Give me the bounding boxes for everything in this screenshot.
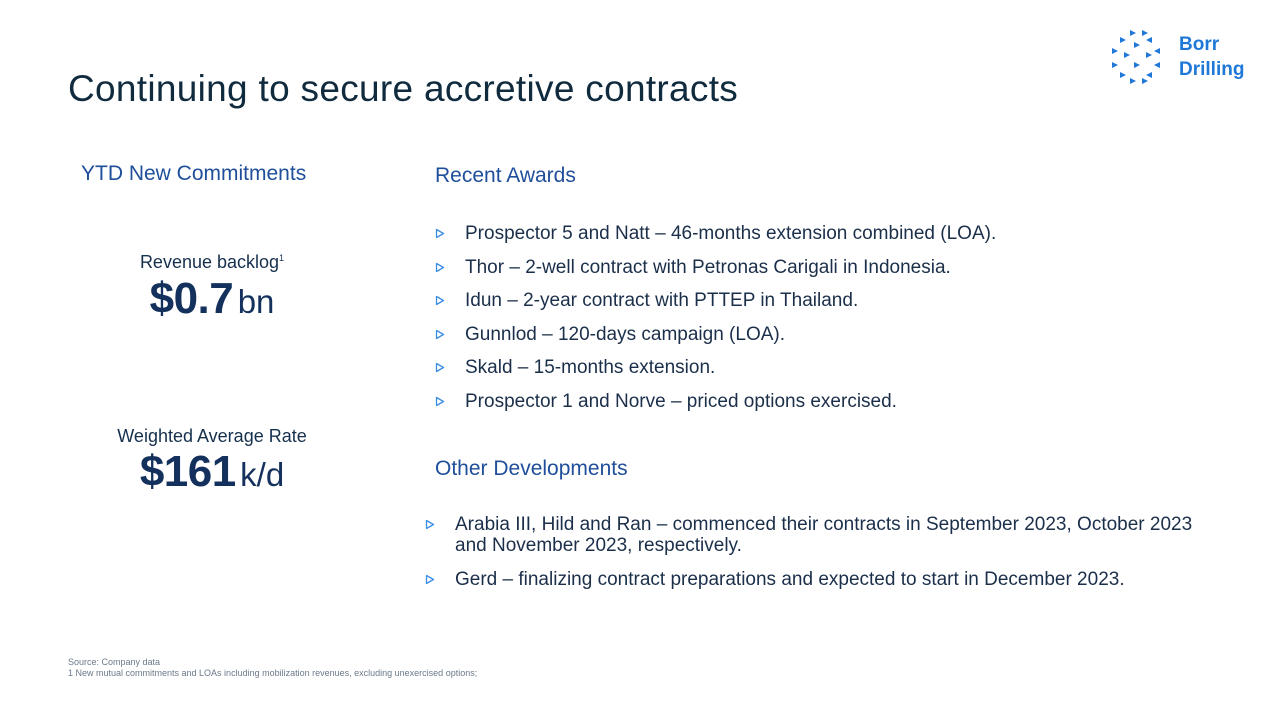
other-developments-list — [455, 514, 1225, 603]
weighted-average-rate-label: Weighted Average Rate — [117, 426, 307, 446]
other-developments-heading: Other Developments — [435, 457, 628, 480]
borr-drilling-logo — [1108, 28, 1258, 86]
revenue-backlog-number: $0.7 — [149, 274, 234, 323]
recent-awards-list — [465, 223, 996, 425]
triangle-bullet-icon — [435, 329, 445, 340]
weighted-average-rate-unit: k/d — [240, 456, 285, 493]
list-item — [465, 357, 996, 391]
list-item — [455, 514, 1225, 556]
list-item — [455, 569, 1225, 590]
list-item-text: Thor – 2-well contract with Petronas Carigali in Indonesia. — [465, 256, 951, 278]
list-item-text: Idun – 2-year contract with PTTEP in Thailand. — [465, 290, 859, 312]
source-note: Source: Company data — [68, 657, 161, 667]
logo-mark-icon — [1108, 28, 1166, 86]
footnote-ref: 1 — [279, 253, 285, 263]
list-item-text: Prospector 5 and Natt – 46-months extension combined (LOA). — [465, 223, 997, 244]
ytd-commitments-heading: YTD New Commitments — [81, 162, 307, 185]
list-item — [465, 223, 996, 257]
list-item — [465, 391, 996, 425]
footnote-1: 1 New mutual commitments and LOAs including mobilization revenues, excluding unexercised options; — [68, 668, 478, 678]
list-item — [465, 257, 996, 291]
triangle-bullet-icon — [435, 262, 445, 273]
triangle-bullet-icon — [435, 295, 445, 306]
revenue-backlog-label: Revenue backlog$^1$ — [139, 252, 285, 272]
logo-word-drilling: Drilling — [1179, 59, 1245, 80]
revenue-backlog-unit: bn — [237, 283, 275, 320]
triangle-bullet-icon — [435, 362, 445, 373]
triangle-bullet-icon — [425, 519, 435, 530]
footnotes — [68, 657, 477, 679]
list-item-text: Prospector 1 and Norve – priced options exercised. — [465, 390, 897, 412]
triangle-bullet-icon — [435, 228, 445, 239]
list-item — [465, 290, 996, 324]
triangle-bullet-icon — [435, 396, 445, 407]
list-item — [465, 324, 996, 358]
page-title: Continuing to secure accretive contracts — [68, 68, 739, 109]
list-item-text: Arabia III, Hild and Ran – commenced their contracts in September 2023, October 2023 and November 2023, respectively. — [455, 514, 1193, 556]
weighted-average-rate-value — [82, 447, 342, 497]
triangle-bullet-icon — [425, 574, 435, 585]
list-item-text: Skald – 15-months extension. — [465, 357, 716, 379]
revenue-backlog-value — [82, 274, 342, 324]
logo-word-borr: Borr — [1179, 34, 1220, 55]
list-item-text: Gunnlod – 120-days campaign (LOA). — [465, 323, 786, 345]
recent-awards-heading: Recent Awards — [435, 164, 576, 187]
weighted-average-rate-number: $161 — [139, 447, 236, 496]
list-item-text: Gerd – finalizing contract preparations and expected to start in December 2023. — [455, 569, 1125, 590]
